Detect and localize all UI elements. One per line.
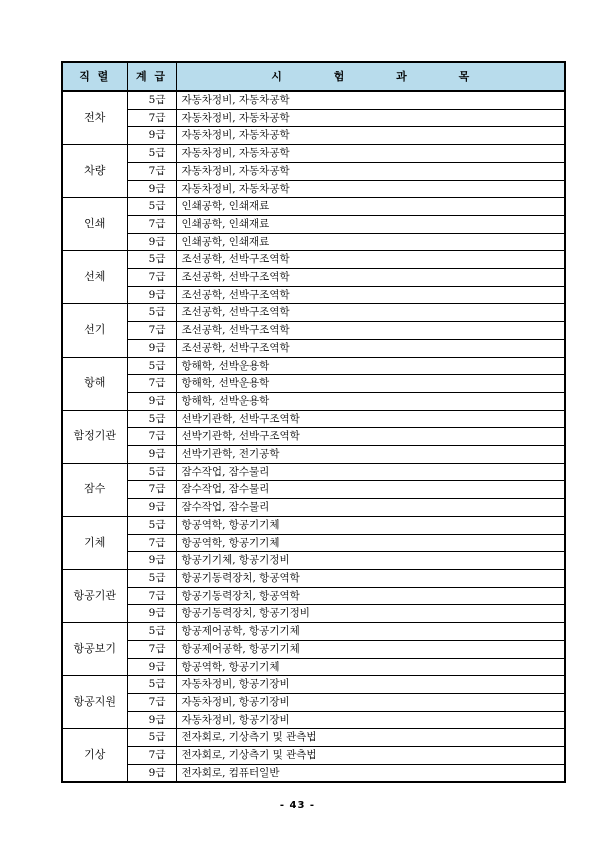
subjects-cell: 조선공학, 선박구조역학 <box>176 322 565 340</box>
subjects-cell: 항해학, 선박운용학 <box>176 375 565 393</box>
subjects-cell: 전자회로, 기상측기 및 관측법 <box>176 729 565 747</box>
grade-cell: 5급 <box>127 304 176 322</box>
subjects-cell: 잠수작업, 잠수물리 <box>176 499 565 517</box>
grade-cell: 7급 <box>127 587 176 605</box>
table-row <box>62 676 565 694</box>
subjects-cell: 항공기동력장치, 항공기정비 <box>176 605 565 623</box>
position-name-cell: 항해 <box>62 357 127 410</box>
subjects-cell: 항공제어공학, 항공기기체 <box>176 623 565 641</box>
grade-cell: 7급 <box>127 322 176 340</box>
grade-cell: 7급 <box>127 269 176 287</box>
table-row <box>62 127 565 145</box>
subjects-cell: 조선공학, 선박구조역학 <box>176 251 565 269</box>
subjects-cell: 선박기관학, 선박구조역학 <box>176 410 565 428</box>
subjects-cell: 항공역학, 항공기기체 <box>176 516 565 534</box>
subjects-cell: 인쇄공학, 인쇄재료 <box>176 233 565 251</box>
position-name-cell: 함정기관 <box>62 410 127 463</box>
grade-cell: 9급 <box>127 499 176 517</box>
table-row <box>62 747 565 765</box>
subjects-cell: 잠수작업, 잠수물리 <box>176 481 565 499</box>
position-name-cell: 항공보기 <box>62 623 127 676</box>
subjects-cell: 항공역학, 항공기기체 <box>176 658 565 676</box>
table-row <box>62 339 565 357</box>
subjects-cell: 자동차정비, 자동차공학 <box>176 127 565 145</box>
position-name-cell: 차량 <box>62 145 127 198</box>
table-row <box>62 215 565 233</box>
subjects-cell: 항공기동력장치, 항공역학 <box>176 569 565 587</box>
subjects-cell: 선박기관학, 선박구조역학 <box>176 428 565 446</box>
table-row <box>62 357 565 375</box>
grade-cell: 9급 <box>127 446 176 464</box>
position-name-cell: 기상 <box>62 729 127 783</box>
table-row <box>62 286 565 304</box>
subjects-cell: 인쇄공학, 인쇄재료 <box>176 198 565 216</box>
table-row <box>62 375 565 393</box>
table-row <box>62 198 565 216</box>
table-row <box>62 481 565 499</box>
subjects-cell: 항해학, 선박운용학 <box>176 357 565 375</box>
grade-cell: 5급 <box>127 676 176 694</box>
table-row <box>62 428 565 446</box>
subjects-cell: 조선공학, 선박구조역학 <box>176 269 565 287</box>
table-row <box>62 91 565 109</box>
position-name-cell: 인쇄 <box>62 198 127 251</box>
position-name-cell: 선기 <box>62 304 127 357</box>
grade-cell: 5급 <box>127 198 176 216</box>
subjects-cell: 자동차정비, 자동차공학 <box>176 145 565 163</box>
table-row <box>62 463 565 481</box>
subjects-cell: 조선공학, 선박구조역학 <box>176 339 565 357</box>
header-position: 직 렬 <box>62 62 127 91</box>
grade-cell: 9급 <box>127 286 176 304</box>
position-name-cell: 전차 <box>62 91 127 145</box>
table-row <box>62 145 565 163</box>
subjects-cell: 자동차정비, 자동차공학 <box>176 109 565 127</box>
subjects-cell: 잠수작업, 잠수물리 <box>176 463 565 481</box>
subjects-cell: 인쇄공학, 인쇄재료 <box>176 215 565 233</box>
grade-cell: 7급 <box>127 640 176 658</box>
grade-cell: 7급 <box>127 747 176 765</box>
subjects-cell: 항공역학, 항공기기체 <box>176 534 565 552</box>
subjects-cell: 조선공학, 선박구조역학 <box>176 304 565 322</box>
grade-cell: 5급 <box>127 145 176 163</box>
position-name-cell: 기체 <box>62 516 127 569</box>
grade-cell: 9급 <box>127 233 176 251</box>
table-row <box>62 569 565 587</box>
grade-cell: 5급 <box>127 569 176 587</box>
subjects-cell: 자동차정비, 항공기장비 <box>176 693 565 711</box>
table-body <box>62 91 565 782</box>
grade-cell: 9급 <box>127 339 176 357</box>
grade-cell: 5급 <box>127 623 176 641</box>
subjects-cell: 자동차정비, 자동차공학 <box>176 91 565 109</box>
grade-cell: 9급 <box>127 605 176 623</box>
table-row <box>62 764 565 782</box>
grade-cell: 5급 <box>127 729 176 747</box>
table-header <box>62 62 565 91</box>
table-row <box>62 534 565 552</box>
grade-cell: 7급 <box>127 215 176 233</box>
grade-cell: 7급 <box>127 162 176 180</box>
subjects-cell: 항공제어공학, 항공기기체 <box>176 640 565 658</box>
position-name-cell: 선체 <box>62 251 127 304</box>
grade-cell: 9급 <box>127 392 176 410</box>
grade-cell: 7급 <box>127 375 176 393</box>
table-row <box>62 251 565 269</box>
subjects-cell: 자동차정비, 자동차공학 <box>176 180 565 198</box>
grade-cell: 9급 <box>127 180 176 198</box>
table-row <box>62 304 565 322</box>
subjects-cell: 전자회로, 기상측기 및 관측법 <box>176 747 565 765</box>
grade-cell: 7급 <box>127 534 176 552</box>
table-row <box>62 499 565 517</box>
grade-cell: 5급 <box>127 410 176 428</box>
grade-cell: 7급 <box>127 428 176 446</box>
position-name-cell: 잠수 <box>62 463 127 516</box>
page-number: - 43 - <box>279 800 316 811</box>
subjects-cell: 조선공학, 선박구조역학 <box>176 286 565 304</box>
grade-cell: 7급 <box>127 693 176 711</box>
table-row <box>62 180 565 198</box>
table-row <box>62 605 565 623</box>
grade-cell: 5급 <box>127 516 176 534</box>
table-row <box>62 322 565 340</box>
subjects-cell: 항공기동력장치, 항공역학 <box>176 587 565 605</box>
subjects-cell: 선박기관학, 전기공학 <box>176 446 565 464</box>
position-name-cell: 항공기관 <box>62 569 127 622</box>
table-row <box>62 446 565 464</box>
subjects-cell: 항공기기체, 항공기정비 <box>176 552 565 570</box>
grade-cell: 7급 <box>127 481 176 499</box>
grade-cell: 5급 <box>127 463 176 481</box>
grade-cell: 9급 <box>127 711 176 729</box>
table-row <box>62 711 565 729</box>
table-row <box>62 640 565 658</box>
grade-cell: 9급 <box>127 658 176 676</box>
position-name-cell: 항공지원 <box>62 676 127 729</box>
subjects-cell: 자동차정비, 자동차공학 <box>176 162 565 180</box>
table-row <box>62 269 565 287</box>
subjects-cell: 자동차정비, 항공기장비 <box>176 711 565 729</box>
table-row <box>62 587 565 605</box>
subjects-cell: 자동차정비, 항공기장비 <box>176 676 565 694</box>
table-row <box>62 109 565 127</box>
table-row <box>62 729 565 747</box>
header-subjects: 시 험 과 목 <box>176 62 565 91</box>
table-row <box>62 233 565 251</box>
grade-cell: 7급 <box>127 109 176 127</box>
subjects-cell: 전자회로, 컴퓨터일반 <box>176 764 565 782</box>
table-row <box>62 410 565 428</box>
grade-cell: 5급 <box>127 91 176 109</box>
grade-cell: 5급 <box>127 357 176 375</box>
table-row <box>62 693 565 711</box>
grade-cell: 9급 <box>127 552 176 570</box>
grade-cell: 9급 <box>127 127 176 145</box>
table-row <box>62 658 565 676</box>
table-row <box>62 552 565 570</box>
subjects-cell: 항해학, 선박운용학 <box>176 392 565 410</box>
grade-cell: 9급 <box>127 764 176 782</box>
header-grade: 계 급 <box>127 62 176 91</box>
table-row <box>62 516 565 534</box>
exam-subjects-table <box>61 61 566 783</box>
table-row <box>62 392 565 410</box>
grade-cell: 5급 <box>127 251 176 269</box>
table-row <box>62 623 565 641</box>
table-row <box>62 162 565 180</box>
